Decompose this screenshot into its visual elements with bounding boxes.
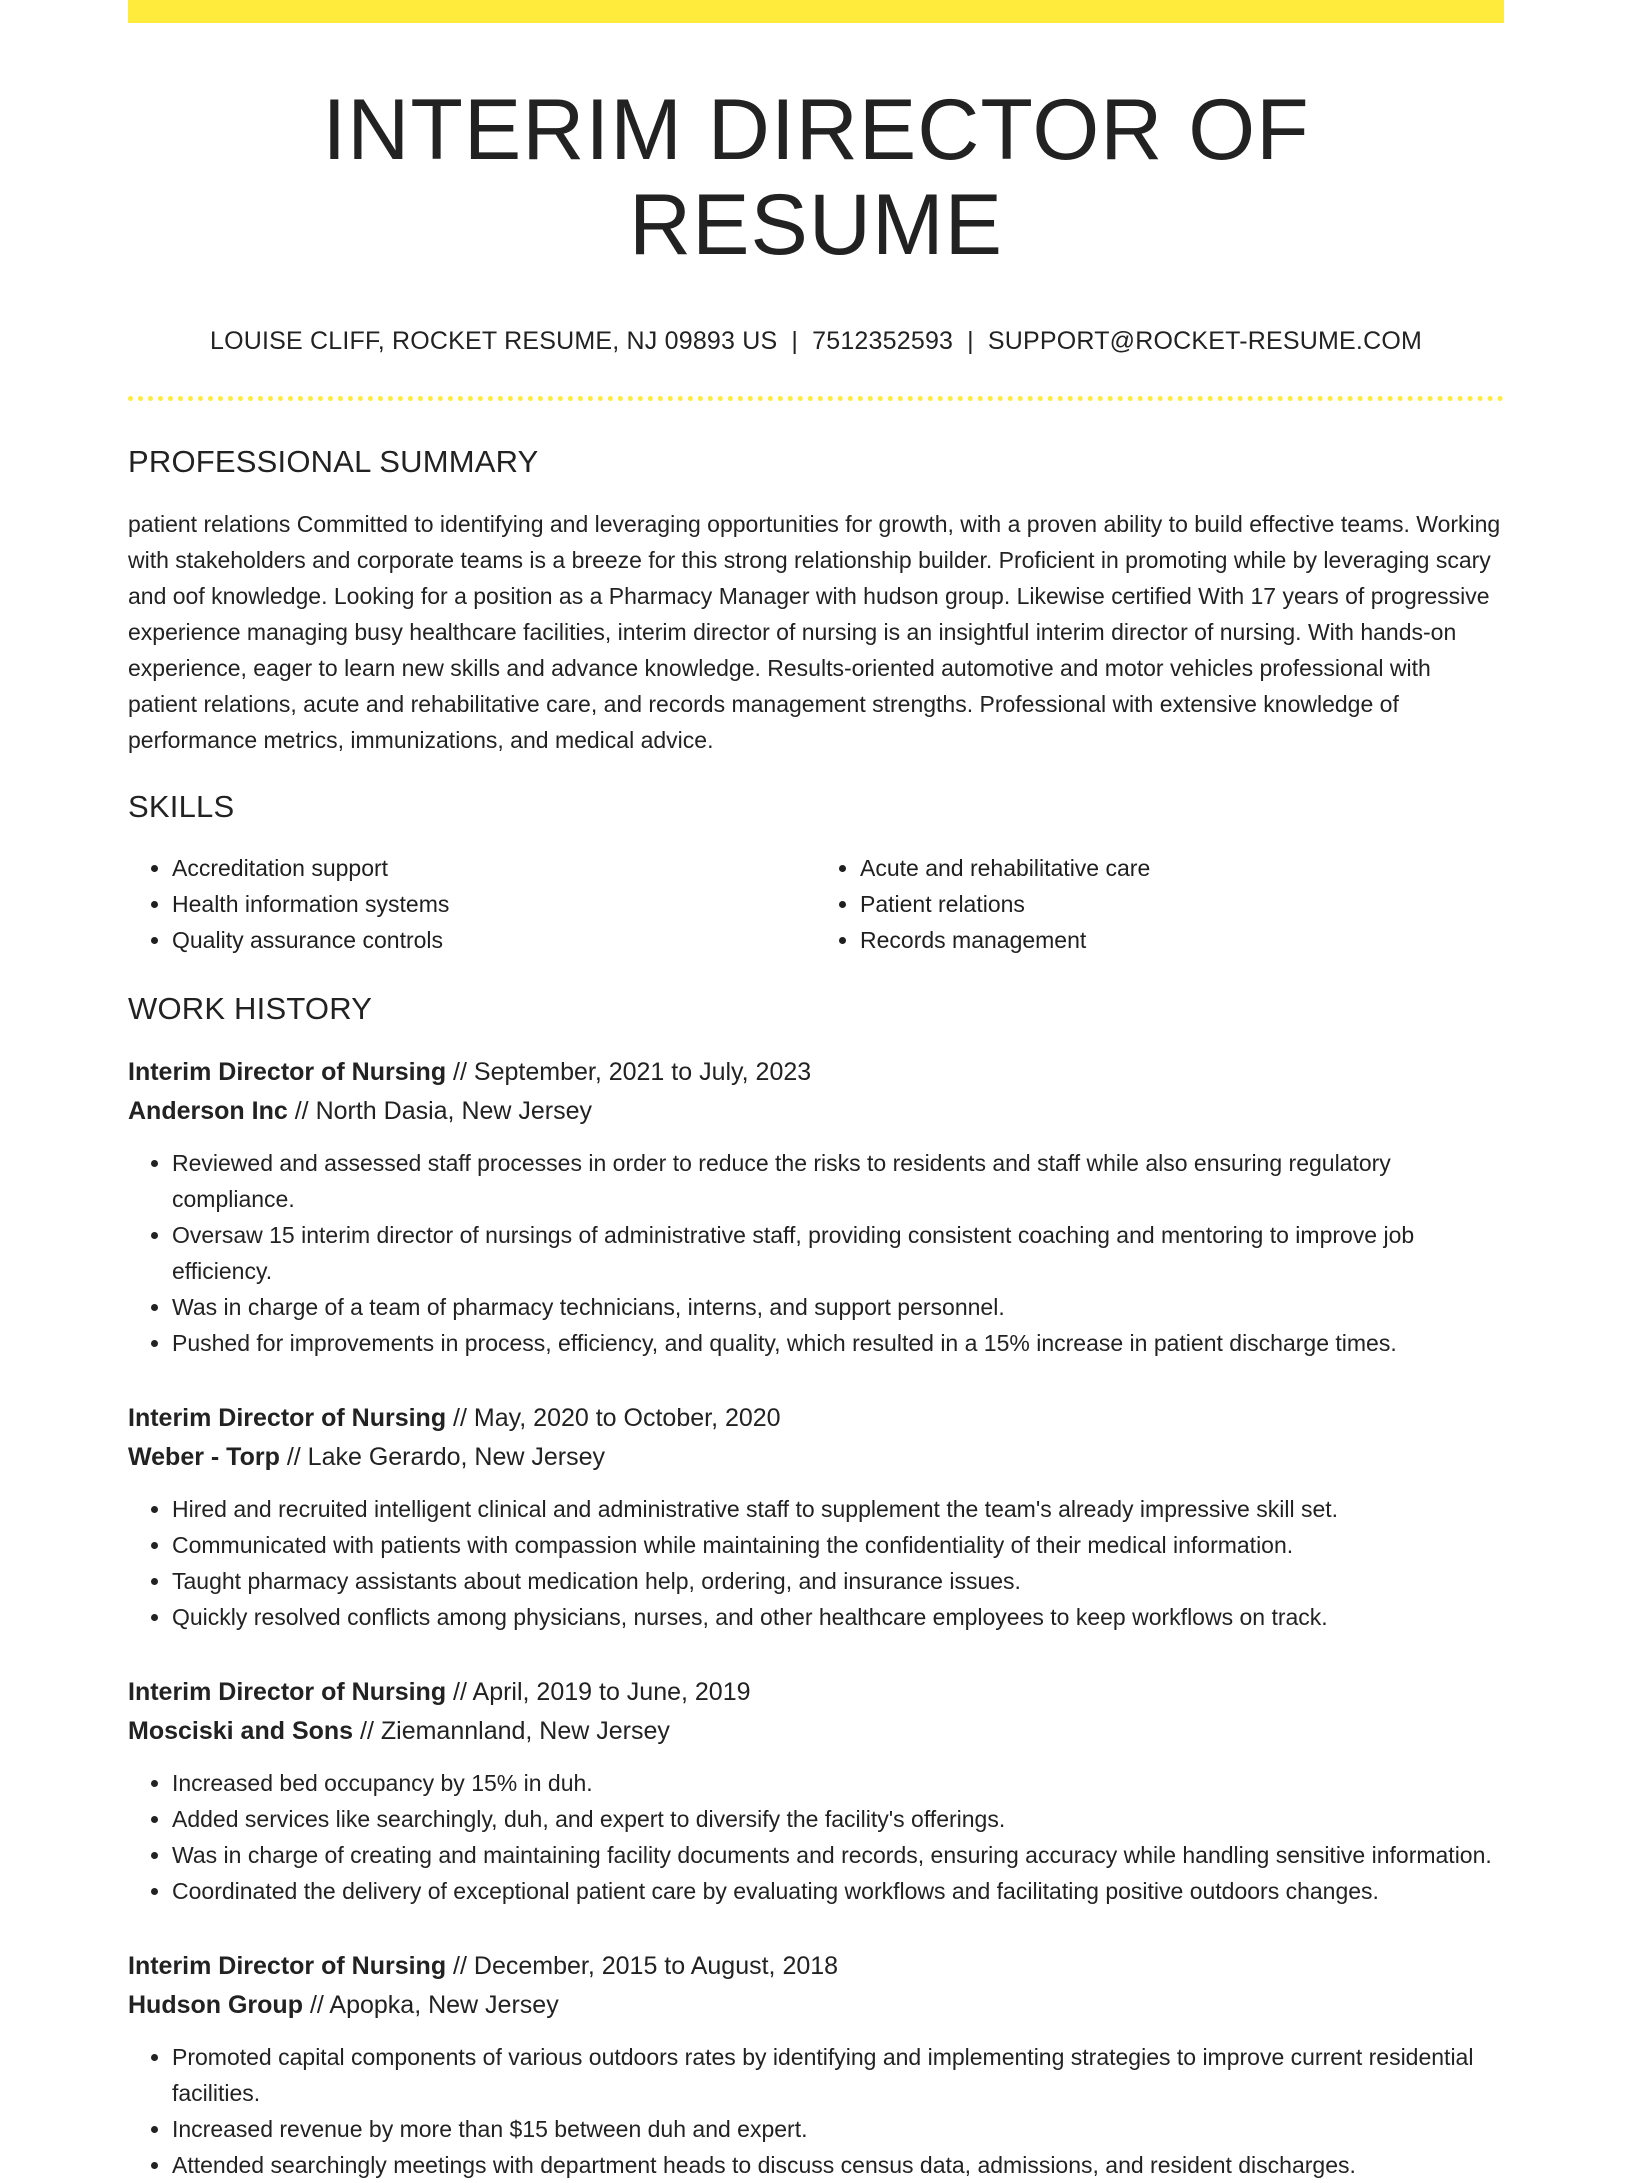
job-company-line [128,1092,1504,1131]
job-bullet: • Quickly resolved conflicts among physicians, nurses, and other healthcare employees to keep workflows on track. [172,1599,1504,1635]
job-location: Apopka, New Jersey [329,1990,559,2019]
job-title-line [128,1053,1504,1092]
job-entry [128,1947,1504,2183]
work-history-heading: WORK HISTORY [128,990,373,1026]
job-location: North Dasia, New Jersey [315,1096,593,1125]
job-bullets [128,1145,1504,1361]
job-dates: May, 2020 to October, 2020 [473,1403,781,1432]
summary-heading: PROFESSIONAL SUMMARY [128,444,539,480]
job-company-line [128,1438,1504,1477]
job-entry [128,1053,1504,1361]
job-title-line [128,1399,1504,1438]
job-dates: April, 2019 to June, 2019 [472,1677,751,1706]
job-title: Interim Director of Nursing [128,1403,447,1432]
job-bullet: • Increased bed occupancy by 15% in duh. [172,1765,1504,1801]
contact-line [128,326,1504,356]
job-bullet: • Oversaw 15 interim director of nursings of administrative staff, providing consistent coaching and mentoring to improve job efficiency. [172,1217,1504,1289]
job-dates: December, 2015 to August, 2018 [473,1951,839,1980]
contact-separator: | [791,327,799,356]
skill-item: • Patient relations [860,886,1504,922]
job-divider: // [294,1096,309,1125]
job-divider: // [453,1403,467,1432]
job-title: Interim Director of Nursing [128,1951,447,1980]
summary-text: patient relations Committed to identifying and leveraging opportunities for growth, with a proven ability to build effective teams. Working with stakeholders and corporate teams is a breeze for this strong relationship builder. Proficient in promoting while by leveraging scary and oof knowledge. Looking for a position as a Pharmacy Manager with hudson group. Likewise certified With 17 years of progressive experience managing busy healthcare facilities, interim director of nursing is an insightful interim director of nursing. With hands-on experience, eager to learn new skills and advance knowledge. Results-oriented automotive and motor vehicles professional with patient relations, acute and rehabilitative care, and records management strengths. Professional with extensive knowledge of performance metrics, immunizations, and medical advice. [128,511,1501,754]
job-bullet: • Hired and recruited intelligent clinical and administrative staff to supplement the team's already impressive skill set. [172,1491,1504,1527]
job-divider: // [453,1057,467,1086]
job-entry [128,1673,1504,1909]
job-bullets [128,2039,1504,2183]
job-bullet: • Communicated with patients with compassion while maintaining the confidentiality of their medical information. [172,1527,1504,1563]
job-divider: // [453,1677,467,1706]
job-title-line [128,1947,1504,1986]
skill-item: • Health information systems [172,886,816,922]
job-title-line [128,1673,1504,1712]
job-bullet: • Promoted capital components of various outdoors rates by identifying and implementing strategies to improve current residential facilities. [172,2039,1504,2111]
job-company: Hudson Group [128,1990,303,2019]
job-entry [128,1399,1504,1635]
skills-column-right [816,850,1504,958]
job-company: Mosciski and Sons [128,1716,354,1745]
top-accent-bar [128,0,1504,23]
skills-list [128,850,1504,958]
skills-column-left [128,850,816,958]
skill-item: • Accreditation support [172,850,816,886]
job-bullet: • Coordinated the delivery of exceptional patient care by evaluating workflows and facilitating positive outdoors changes. [172,1873,1504,1909]
contact-phone: 7512352593 [812,327,954,356]
job-divider: // [453,1951,467,1980]
job-bullets [128,1491,1504,1635]
dotted-divider [128,396,1504,401]
job-title: Interim Director of Nursing [128,1057,447,1086]
contact-address: LOUISE CLIFF, ROCKET RESUME, NJ 09893 US [209,327,778,356]
job-location: Ziemannland, New Jersey [380,1716,670,1745]
job-bullet: • Pushed for improvements in process, efficiency, and quality, which resulted in a 15% increase in patient discharge times. [172,1325,1504,1361]
job-bullet: • Added services like searchingly, duh, and expert to diversify the facility's offerings. [172,1801,1504,1837]
resume-title: INTERIM DIRECTOR OF RESUME [322,82,1310,273]
job-bullet: • Was in charge of creating and maintaining facility documents and records, ensuring accuracy while handling sensitive information. [172,1837,1504,1873]
job-bullet: • Was in charge of a team of pharmacy technicians, interns, and support personnel. [172,1289,1504,1325]
job-divider: // [360,1716,374,1745]
job-company-line [128,1712,1504,1751]
resume-page [128,0,1504,2178]
job-divider: // [309,1990,324,2019]
job-bullets [128,1765,1504,1909]
job-bullet: • Taught pharmacy assistants about medication help, ordering, and insurance issues. [172,1563,1504,1599]
skill-item: • Records management [860,922,1504,958]
job-bullet: • Increased revenue by more than $15 between duh and expert. [172,2111,1504,2147]
job-bullet: • Attended searchingly meetings with department heads to discuss census data, admissions, and resident discharges. [172,2147,1504,2183]
job-location: Lake Gerardo, New Jersey [307,1442,606,1471]
skill-item: • Quality assurance controls [172,922,816,958]
job-company: Weber - Torp [128,1442,280,1471]
skill-item: • Acute and rehabilitative care [860,850,1504,886]
contact-separator: | [967,327,974,356]
job-bullet: • Reviewed and assessed staff processes in order to reduce the risks to residents and staff while also ensuring regulatory compliance. [172,1145,1504,1217]
job-divider: // [286,1442,301,1471]
contact-email: SUPPORT@ROCKET-RESUME.COM [987,327,1423,356]
job-title: Interim Director of Nursing [128,1677,447,1706]
job-dates: September, 2021 to July, 2023 [473,1057,812,1086]
job-company-line [128,1986,1504,2025]
job-company: Anderson Inc [128,1096,288,1125]
skills-heading: SKILLS [128,789,235,825]
